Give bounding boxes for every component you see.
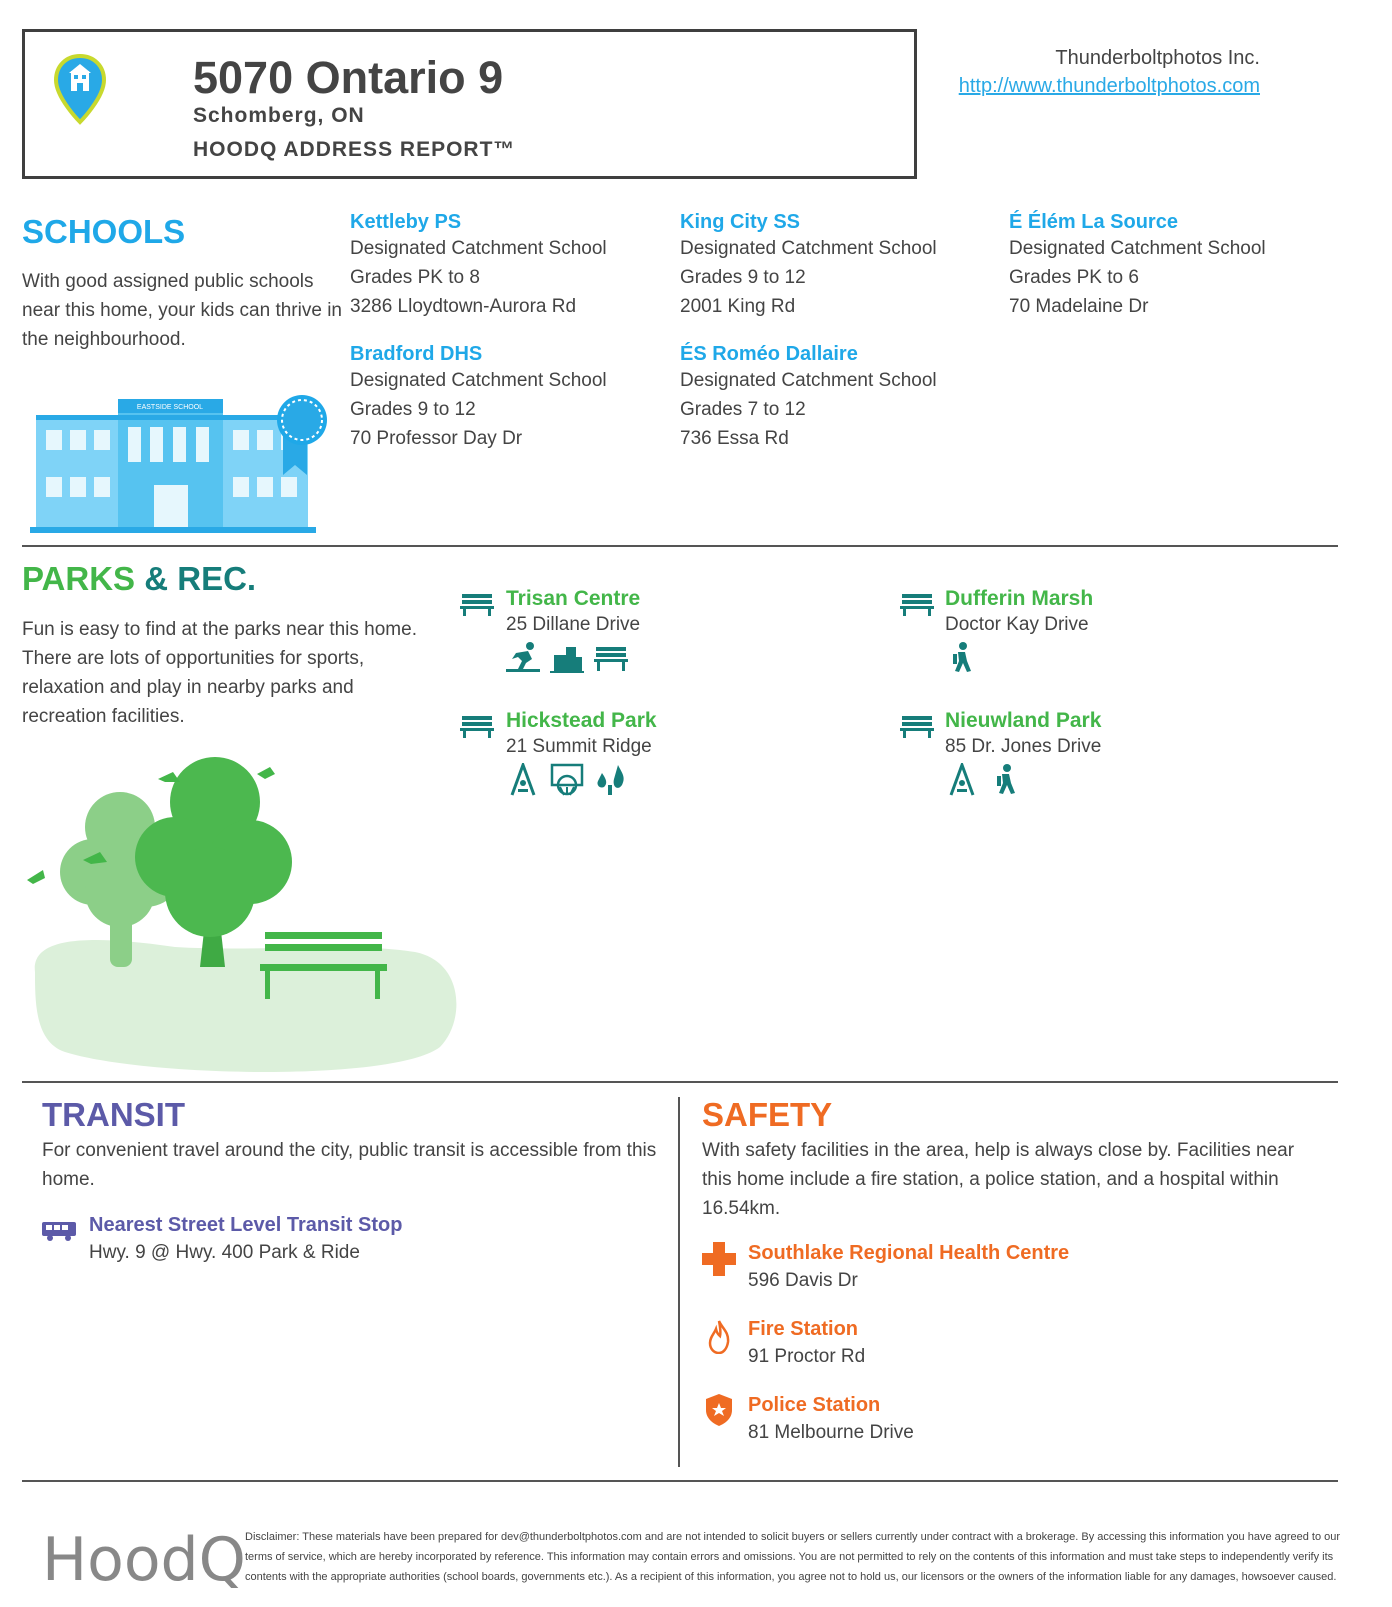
parks-heading-part1: PARKS: [22, 560, 136, 597]
report-title: HOODQ ADDRESS REPORT™: [193, 138, 516, 161]
schools-heading: SCHOOLS: [22, 213, 186, 250]
school-card: [680, 211, 937, 321]
section-divider: [22, 545, 1338, 547]
school-grades: Grades PK to 6: [1009, 267, 1139, 288]
swing-icon: [506, 763, 540, 802]
basketball-icon: [550, 763, 584, 802]
park-address: Doctor Kay Drive: [945, 614, 1089, 635]
school-card: [350, 343, 607, 453]
splash-pad-icon: [594, 763, 628, 802]
school-address: 3286 Lloydtown-Aurora Rd: [350, 296, 577, 317]
school-type: Designated Catchment School: [1009, 238, 1266, 259]
safety-facility-name: Fire Station: [748, 1318, 859, 1340]
hiking-icon: [989, 763, 1023, 802]
parks-description: Fun is easy to find at the parks near this home. There are lots of opportunities for sports, relaxation and play in nearby parks and recreation facilities.: [22, 619, 417, 727]
safety-description: With safety facilities in the area, help is always close by. Facilities near this home include a fire station, a police station, and a hospital within 16.54km.: [702, 1140, 1295, 1219]
park-address: 85 Dr. Jones Drive: [945, 736, 1102, 757]
park-bench-icon: [900, 592, 934, 621]
school-card: [1009, 211, 1266, 321]
school-name[interactable]: King City SS: [680, 211, 801, 233]
park-illustration: [25, 752, 460, 1077]
school-type: Designated Catchment School: [350, 370, 607, 391]
disclaimer-text: Disclaimer: These materials have been prepared for dev@thunderboltphotos.com and are not intended to solicit buyers or sellers currently under contract with a brokerage. By accessing this information you have agreed to our terms of service, which are hereby incorporated by reference. This information may contain errors and omissions. You are not permitted to rely on the contents of this information and must take steps to independently verify its contents with the appropriate authorities (school boards, governments etc.). As a recipient of this information, you agree not to hold us, our licensors or the owners of the information liable for any damages, howsoever caused.: [245, 1531, 1341, 1583]
flame-icon: [708, 1320, 730, 1359]
school-address: 70 Madelaine Dr: [1009, 296, 1149, 317]
bus-icon: [42, 1220, 76, 1247]
transit-stop-name: Hwy. 9 @ Hwy. 400 Park & Ride: [89, 1242, 360, 1263]
location-pin-icon: [52, 53, 108, 125]
park-name[interactable]: Trisan Centre: [506, 587, 641, 610]
school-address: 2001 King Rd: [680, 296, 796, 317]
police-badge-icon: [706, 1394, 732, 1431]
school-card: [680, 343, 937, 453]
school-name[interactable]: Bradford DHS: [350, 343, 483, 365]
school-type: Designated Catchment School: [680, 370, 937, 391]
hospital-cross-icon: [702, 1242, 736, 1281]
school-grades: Grades 7 to 12: [680, 399, 806, 420]
hiking-icon: [945, 641, 979, 680]
swing-icon: [945, 763, 979, 802]
transit-stop-label: Nearest Street Level Transit Stop: [89, 1214, 403, 1236]
park-amenities: [506, 763, 628, 802]
park-address: 21 Summit Ridge: [506, 736, 652, 757]
park-name[interactable]: Dufferin Marsh: [945, 587, 1094, 610]
safety-heading: SAFETY: [702, 1096, 833, 1133]
park-bench-icon: [460, 714, 494, 743]
school-type: Designated Catchment School: [350, 238, 607, 259]
school-name[interactable]: É Élém La Source: [1009, 211, 1178, 233]
brokerage-name: Thunderboltphotos Inc.: [1055, 47, 1260, 69]
school-grades: Grades 9 to 12: [680, 267, 806, 288]
safety-facility-name: Southlake Regional Health Centre: [748, 1242, 1070, 1264]
transit-description: For convenient travel around the city, public transit is accessible from this home.: [42, 1140, 657, 1190]
school-address: 70 Professor Day Dr: [350, 428, 523, 449]
park-name[interactable]: Hickstead Park: [506, 709, 657, 732]
transit-heading: TRANSIT: [42, 1096, 185, 1133]
park-name[interactable]: Nieuwland Park: [945, 709, 1102, 732]
school-card: [350, 211, 607, 321]
school-type: Designated Catchment School: [680, 238, 937, 259]
safety-facility-address: 91 Proctor Rd: [748, 1346, 866, 1367]
school-building-illustration: [28, 385, 328, 535]
safety-facility-address: 81 Melbourne Drive: [748, 1422, 914, 1443]
school-grades: Grades 9 to 12: [350, 399, 476, 420]
safety-facility-address: 596 Davis Dr: [748, 1270, 858, 1291]
column-divider: [678, 1097, 680, 1467]
brokerage-link[interactable]: http://www.thunderboltphotos.com: [958, 75, 1260, 97]
park-bench-icon: [460, 592, 494, 621]
address-title: 5070 Ontario 9: [193, 52, 504, 103]
school-sign-text: EASTSIDE SCHOOL: [136, 404, 204, 411]
section-divider: [22, 1081, 1338, 1083]
school-address: 736 Essa Rd: [680, 428, 789, 449]
school-name[interactable]: Kettleby PS: [350, 211, 462, 233]
park-bench-icon: [900, 714, 934, 743]
park-amenities: [506, 641, 628, 678]
track-icon: [506, 641, 540, 678]
school-grades: Grades PK to 8: [350, 267, 480, 288]
footer-divider: [22, 1480, 1338, 1482]
address-city: Schomberg, ON: [193, 104, 365, 127]
park-amenities: [945, 763, 1023, 802]
park-amenities: [945, 641, 979, 680]
schools-description: With good assigned public schools near this home, your kids can thrive in the neighbourhood.: [22, 271, 342, 350]
safety-facility-name: Police Station: [748, 1394, 881, 1416]
school-name[interactable]: ÉS Roméo Dallaire: [680, 343, 858, 365]
bench-icon: [594, 641, 628, 678]
parks-heading-part2: & REC.: [144, 560, 257, 597]
facility-icon: [550, 641, 584, 678]
hoodq-logo: HoodQ: [42, 1525, 246, 1595]
park-address: 25 Dillane Drive: [506, 614, 641, 635]
parks-heading: [22, 560, 256, 598]
